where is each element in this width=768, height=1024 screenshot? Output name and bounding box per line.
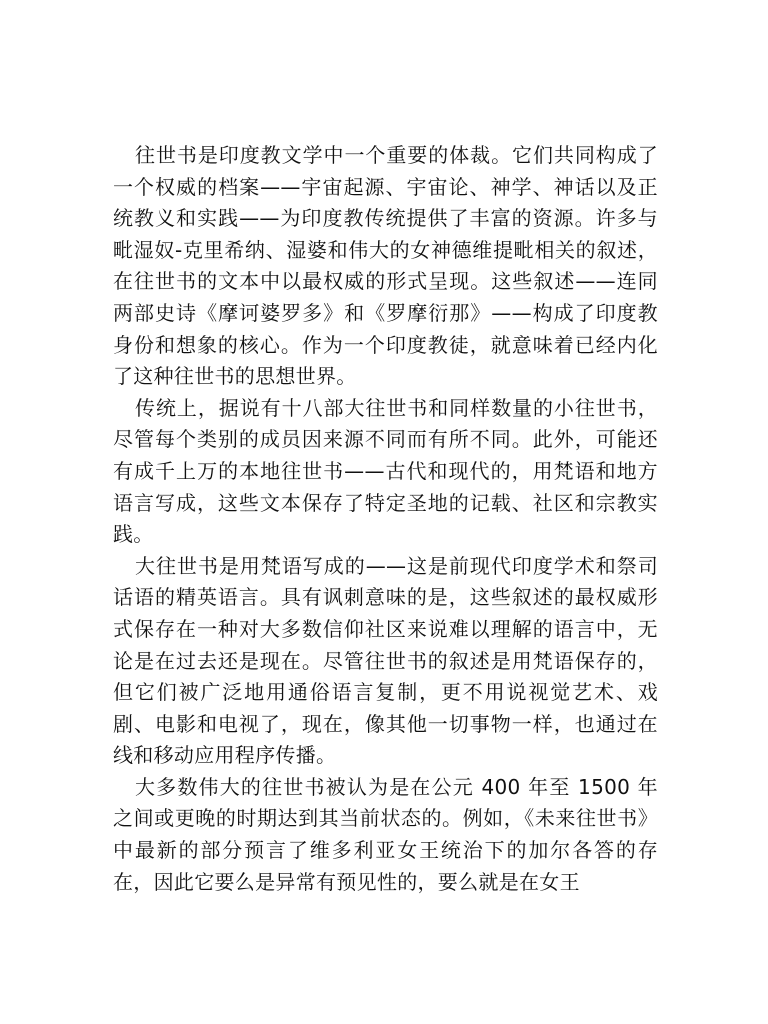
paragraph-2: 传统上，据说有十八部大往世书和同样数量的小往世书，尽管每个类别的成员因来源不同而有所不同。此外，可能还有成千上万的本地往世书——古代和现代的，用梵语和地方语言写成，这些文本保存了特定圣地的记载、社区和宗教实践。 bbox=[113, 395, 658, 547]
body-text bbox=[113, 140, 658, 898]
paragraph-3: 大往世书是用梵语写成的——这是前现代印度学术和祭司话语的精英语言。具有讽刺意味的是，这些叙述的最权威形式保存在一种对大多数信仰社区来说难以理解的语言中，无论是在过去还是现在。尽管往世书的叙述是用梵语保存的，但它们被广泛地用通俗语言复制，更不用说视觉艺术、戏剧、电影和电视了，现在，像其他一切事物一样，也通过在线和移动应用程序传播。 bbox=[113, 553, 658, 768]
paragraph-1: 往世书是印度教文学中一个重要的体裁。它们共同构成了一个权威的档案——宇宙起源、宇宙论、神学、神话以及正统教义和实践——为印度教传统提供了丰富的资源。许多与毗湿奴-克里希纳、湿婆和伟大的女神德维提毗相关的叙述，在往世书的文本中以最权威的形式呈现。这些叙述——连同两部史诗《摩诃婆罗多》和《罗摩衍那》——构成了印度教身份和想象的核心。作为一个印度教徒，就意味着已经内化了这种往世书的思想世界。 bbox=[113, 143, 658, 389]
paragraph-4: 大多数伟大的往世书被认为是在公元 400 年至 1500 年之间或更晚的时期达到其当前状态的。例如，《未来往世书》中最新的部分预言了维多利亚女王统治下的加尔各答的存在，因此它要么是异常有预见性的，要么就是在女王 bbox=[113, 774, 658, 894]
